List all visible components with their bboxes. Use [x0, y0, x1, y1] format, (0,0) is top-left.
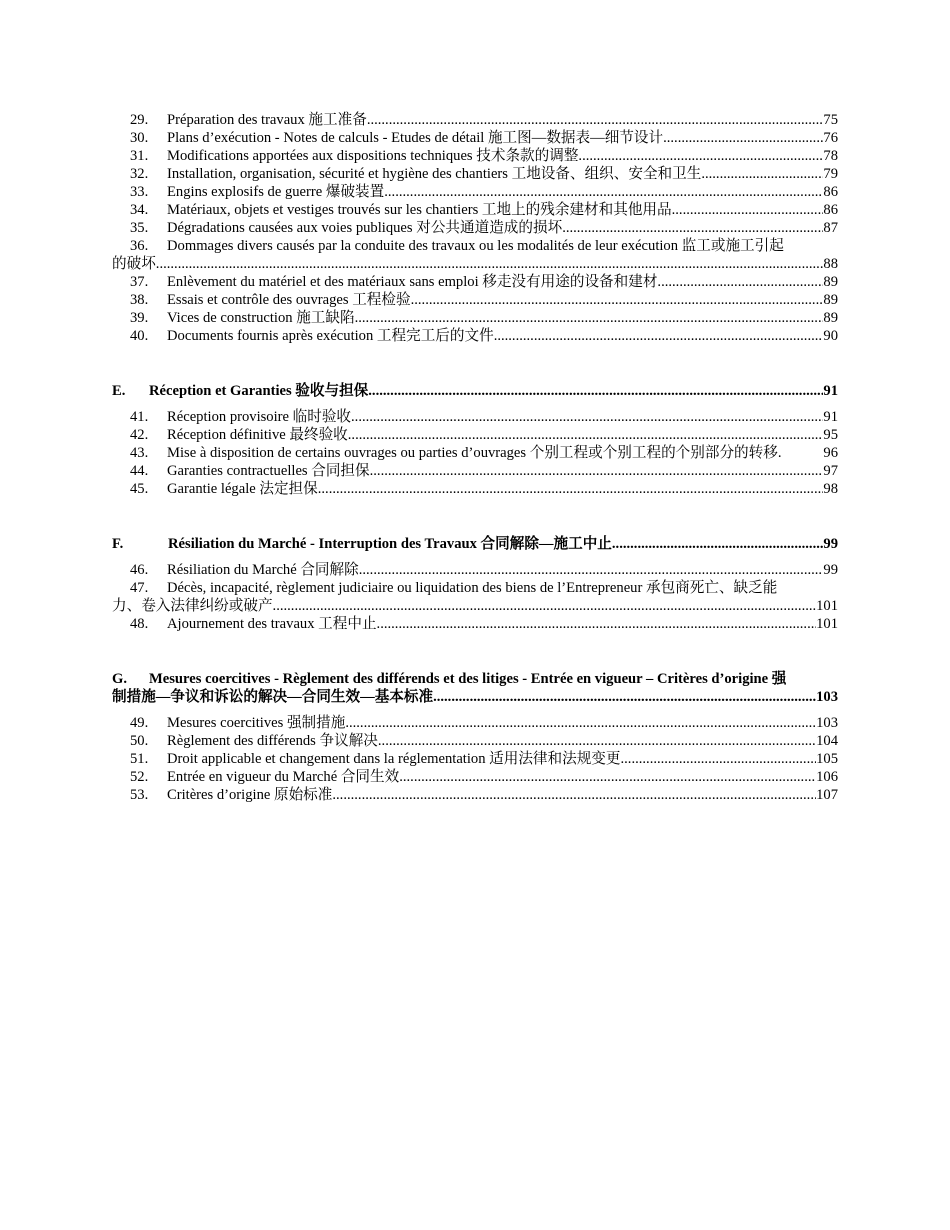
entry-page: 98 — [823, 481, 838, 497]
entry-number: 43. — [130, 445, 149, 461]
entry-page: 78 — [823, 148, 838, 164]
entry-title: Réception définitive 最终验收 — [167, 427, 348, 443]
entry-title-continuation: 的破坏 — [112, 256, 156, 272]
entry-title: Entrée en vigueur du Marché 合同生效 — [167, 769, 400, 785]
toc-entry-29[interactable] — [130, 111, 838, 129]
section-title-continuation: 制措施—争议和诉讼的解决—合同生效—基本标准 — [112, 689, 434, 705]
entry-title: Préparation des travaux 施工准备 — [167, 112, 367, 128]
entry-number: 30. — [130, 130, 149, 146]
dot-leader — [368, 382, 823, 400]
entry-title: Décès, incapacité, règlement judiciaire ou liquidation des biens de l’Entrepreneur 承包商死亡、缺乏能 — [167, 580, 778, 596]
entry-number: 47. — [130, 580, 149, 596]
section-letter: E. — [112, 383, 126, 399]
entry-number: 40. — [130, 328, 149, 344]
entry-number: 44. — [130, 463, 149, 479]
entry-title: Documents fournis après exécution 工程完工后的文件 — [167, 328, 494, 344]
toc-entry-33[interactable] — [130, 183, 838, 201]
section-title: Mesures coercitives - Règlement des différends et des litiges - Entrée en vigueur – Critères d’origine 强 — [149, 671, 787, 687]
dot-leader — [345, 714, 816, 732]
dot-leader — [657, 273, 823, 291]
entry-page: 106 — [816, 769, 838, 785]
entry-page: 99 — [823, 562, 838, 578]
entry-title: Mise à disposition de certains ouvrages ou parties d’ouvrages 个别工程或个别工程的个别部分的转移. — [167, 445, 782, 461]
entry-page: 101 — [816, 598, 838, 614]
dot-leader — [663, 129, 823, 147]
entry-page: 105 — [816, 751, 838, 767]
dot-leader — [672, 201, 824, 219]
entry-page: 89 — [823, 292, 838, 308]
dot-leader — [612, 535, 824, 553]
entry-page: 107 — [816, 787, 838, 803]
toc-entry-45[interactable] — [130, 480, 838, 498]
entry-title: Réception provisoire 临时验收 — [167, 409, 352, 425]
dot-leader — [578, 147, 823, 165]
entry-page: 90 — [823, 328, 838, 344]
entry-title: Résiliation du Marché 合同解除 — [167, 562, 359, 578]
toc-entry-50[interactable] — [130, 732, 838, 750]
entry-page: 89 — [823, 274, 838, 290]
toc-entry-52[interactable] — [130, 768, 838, 786]
dot-leader — [562, 219, 823, 237]
dot-leader — [348, 426, 824, 444]
entry-title: Droit applicable et changement dans la réglementation 适用法律和法规变更 — [167, 751, 621, 767]
entry-page: 95 — [823, 427, 838, 443]
entry-number: 34. — [130, 202, 149, 218]
entry-title-continuation: 力、卷入法律纠纷或破产 — [112, 598, 273, 614]
dot-leader — [384, 183, 823, 201]
dot-leader — [701, 165, 823, 183]
entry-title: Plans d’exécution - Notes de calculs - Etudes de détail 施工图—数据表—细节设计 — [167, 130, 664, 146]
section-letter: F. — [112, 536, 124, 552]
entry-number: 36. — [130, 238, 149, 254]
toc-entry-47[interactable] — [112, 579, 838, 615]
toc-entry-51[interactable] — [130, 750, 838, 768]
entry-number: 32. — [130, 166, 149, 182]
entry-title: Engins explosifs de guerre 爆破装置 — [167, 184, 385, 200]
entry-number: 39. — [130, 310, 149, 326]
toc-entry-49[interactable] — [130, 714, 838, 732]
toc-entry-42[interactable] — [130, 426, 838, 444]
entry-number: 41. — [130, 409, 149, 425]
dot-leader — [621, 750, 817, 768]
dot-leader — [411, 291, 824, 309]
entry-title: Essais et contrôle des ouvrages 工程检验 — [167, 292, 411, 308]
table-of-contents — [112, 111, 838, 804]
entry-page: 103 — [816, 715, 838, 731]
toc-group-e — [112, 408, 838, 498]
dot-leader — [370, 462, 824, 480]
entry-number: 50. — [130, 733, 149, 749]
entry-number: 45. — [130, 481, 149, 497]
toc-group-g — [112, 714, 838, 804]
dot-leader — [433, 688, 816, 706]
section-heading-g[interactable] — [112, 670, 838, 706]
entry-title: Mesures coercitives 强制措施 — [167, 715, 346, 731]
toc-entry-39[interactable] — [130, 309, 838, 327]
entry-page: 89 — [823, 310, 838, 326]
toc-entry-37[interactable] — [130, 273, 838, 291]
entry-title: Garanties contractuelles 合同担保 — [167, 463, 370, 479]
dot-leader — [367, 111, 824, 129]
toc-entry-35[interactable] — [130, 219, 838, 237]
entry-page: 75 — [823, 112, 838, 128]
entry-page: 79 — [823, 166, 838, 182]
entry-page: 104 — [816, 733, 838, 749]
entry-title: Dommages divers causés par la conduite des travaux ou les modalités de leur exécution 监工或施工引起 — [167, 238, 784, 254]
entry-number: 48. — [130, 616, 149, 632]
section-heading-f[interactable] — [112, 535, 838, 553]
section-page: 99 — [823, 536, 838, 552]
toc-entry-36[interactable] — [112, 237, 838, 273]
toc-entry-53[interactable] — [130, 786, 838, 804]
dot-leader — [378, 732, 816, 750]
toc-entry-40[interactable] — [130, 327, 838, 345]
section-page: 103 — [816, 689, 838, 705]
entry-title: Matériaux, objets et vestiges trouvés sur les chantiers 工地上的残余建材和其他用品 — [167, 202, 672, 218]
entry-page: 87 — [823, 220, 838, 236]
dot-leader — [273, 597, 817, 615]
dot-leader — [318, 480, 824, 498]
dot-leader — [355, 309, 824, 327]
entry-number: 29. — [130, 112, 149, 128]
entry-page: 88 — [823, 256, 838, 272]
entry-number: 31. — [130, 148, 149, 164]
entry-number: 38. — [130, 292, 149, 308]
section-title: Réception et Garanties 验收与担保 — [149, 383, 369, 399]
dot-leader — [359, 561, 824, 579]
toc-entry-43[interactable] — [130, 444, 838, 462]
entry-title: Règlement des différends 争议解决 — [167, 733, 378, 749]
dot-leader — [156, 255, 824, 273]
entry-number: 35. — [130, 220, 149, 236]
entry-number: 51. — [130, 751, 149, 767]
dot-leader — [351, 408, 823, 426]
entry-page: 91 — [823, 409, 838, 425]
toc-entry-44[interactable] — [130, 462, 838, 480]
entry-number: 46. — [130, 562, 149, 578]
entry-number: 53. — [130, 787, 149, 803]
entry-number: 49. — [130, 715, 149, 731]
entry-page: 86 — [823, 202, 838, 218]
toc-group-f — [112, 561, 838, 633]
dot-leader — [399, 768, 816, 786]
entry-number: 33. — [130, 184, 149, 200]
entry-number: 52. — [130, 769, 149, 785]
dot-leader — [377, 615, 817, 633]
entry-title: Modifications apportées aux dispositions techniques 技术条款的调整 — [167, 148, 579, 164]
section-letter: G. — [112, 671, 127, 687]
entry-page: 86 — [823, 184, 838, 200]
entry-title: Ajournement des travaux 工程中止 — [167, 616, 377, 632]
toc-entry-46[interactable] — [130, 561, 838, 579]
toc-entry-30[interactable] — [130, 129, 838, 147]
entry-title: Dégradations causées aux voies publiques 对公共通道造成的损坏 — [167, 220, 563, 236]
toc-entry-48[interactable] — [130, 615, 838, 633]
entry-page: 96 — [823, 445, 838, 461]
entry-title: Critères d’origine 原始标准 — [167, 787, 333, 803]
entry-title: Enlèvement du matériel et des matériaux sans emploi 移走没有用途的设备和建材 — [167, 274, 658, 290]
entry-page: 97 — [823, 463, 838, 479]
entry-title: Vices de construction 施工缺陷 — [167, 310, 355, 326]
entry-title: Garantie légale 法定担保 — [167, 481, 318, 497]
entry-page: 76 — [823, 130, 838, 146]
toc-entry-34[interactable] — [130, 201, 838, 219]
entry-page: 101 — [816, 616, 838, 632]
section-page: 91 — [823, 383, 838, 399]
entry-number: 37. — [130, 274, 149, 290]
toc-entry-38[interactable] — [130, 291, 838, 309]
section-title: Résiliation du Marché - Interruption des Travaux 合同解除—施工中止 — [168, 536, 612, 552]
toc-entry-41[interactable] — [130, 408, 838, 426]
toc-entry-31[interactable] — [130, 147, 838, 165]
section-heading-e[interactable] — [112, 382, 838, 400]
toc-entry-32[interactable] — [130, 165, 838, 183]
entry-title: Installation, organisation, sécurité et hygiène des chantiers 工地设备、组织、安全和卫生 — [167, 166, 702, 182]
toc-group-d — [112, 111, 838, 345]
dot-leader — [494, 327, 824, 345]
dot-leader — [332, 786, 816, 804]
entry-number: 42. — [130, 427, 149, 443]
